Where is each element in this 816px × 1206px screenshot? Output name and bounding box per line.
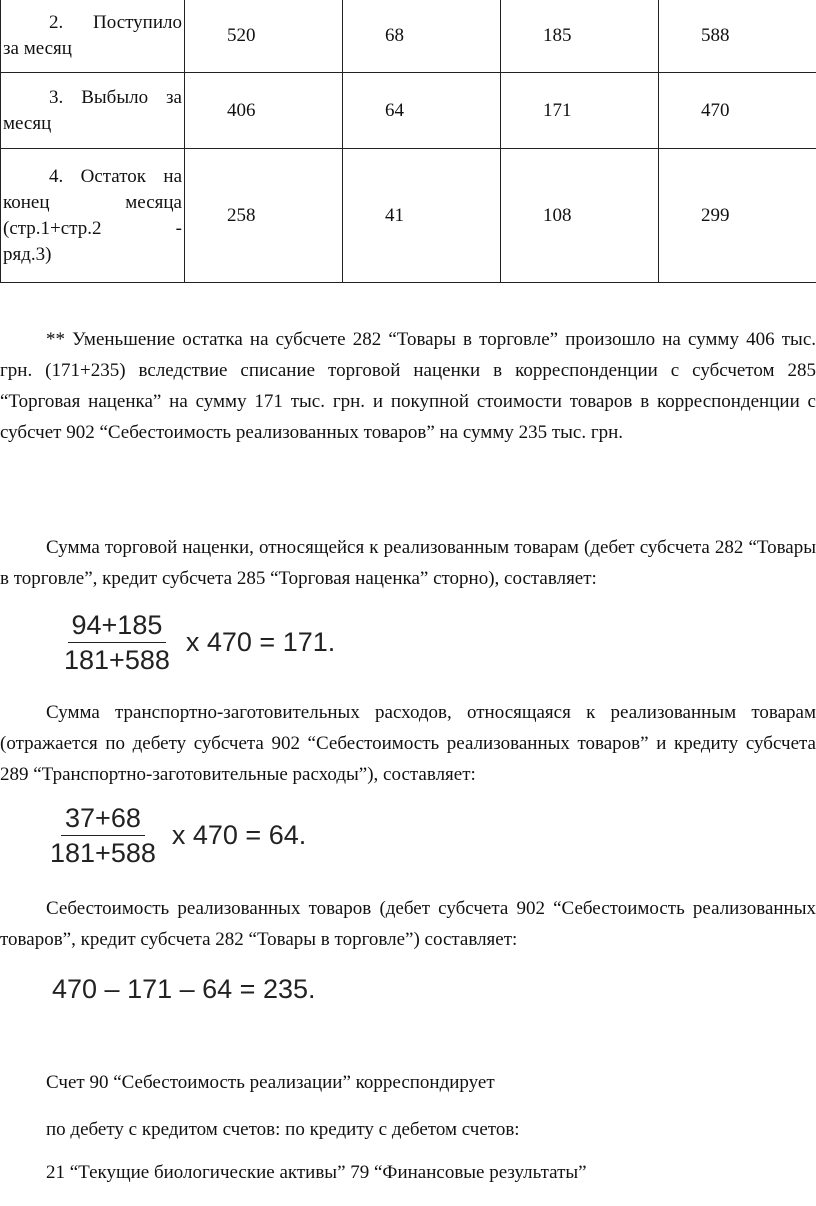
table-cell: 64 bbox=[343, 73, 501, 149]
paragraph-cost-of-goods: Себестоимость реализованных товаров (дебет субсчета 902 “Себестоимость реализованных товаров”, кредит субсчета 282 “Товары в торговле”) составляет: bbox=[0, 898, 816, 950]
row-label-line: (стр.1+стр.2 - bbox=[3, 217, 182, 239]
formula-transport bbox=[46, 804, 306, 867]
formula-markup bbox=[60, 611, 335, 674]
formula-result: x 470 = 171. bbox=[185, 627, 336, 657]
table-cell: 171 bbox=[501, 73, 659, 149]
numerator: 94+185 bbox=[68, 611, 167, 643]
table-row bbox=[1, 0, 816, 73]
fraction bbox=[60, 611, 174, 674]
table-cell: 470 bbox=[659, 73, 816, 149]
table-cell: 68 bbox=[343, 0, 501, 73]
data-table bbox=[0, 0, 816, 283]
table-cell: 299 bbox=[659, 149, 816, 283]
text-line: 21 “Текущие биологические активы” 79 “Финансовые результаты” bbox=[46, 1162, 587, 1183]
table-row bbox=[1, 149, 816, 283]
row-label bbox=[1, 73, 185, 149]
formula-result: x 470 = 64. bbox=[171, 820, 307, 850]
row-label-line: ряд.3) bbox=[3, 243, 52, 265]
row-label-line: 4. Остаток на bbox=[49, 165, 182, 187]
table-cell: 588 bbox=[659, 0, 816, 73]
text-line: по дебету с кредитом счетов: по кредиту с дебетом счетов: bbox=[46, 1119, 520, 1140]
table-cell: 108 bbox=[501, 149, 659, 283]
row-label-line: 3. Выбыло за bbox=[49, 86, 182, 108]
table-cell: 185 bbox=[501, 0, 659, 73]
numerator: 37+68 bbox=[61, 804, 145, 836]
denominator: 181+588 bbox=[64, 645, 170, 675]
row-label-line: за месяц bbox=[3, 37, 72, 59]
row-label-line: конец месяца bbox=[3, 191, 182, 213]
row-label-line: месяц bbox=[3, 112, 52, 134]
denominator: 181+588 bbox=[50, 838, 156, 868]
row-label-line: 2. Поступило bbox=[49, 11, 182, 33]
paragraph-markup-reduction: ** Уменьшение остатка на субсчете 282 “Товары в торговле” произошло на сумму 406 тыс. грн. (171+235) вследствие списание торговой наценки в корреспонденции с субсчетом 285 “Торговая наценка” на сумму 171 тыс. грн. и покупной стоимости товаров в корреспонденции с субсчет 902 “Себестоимость реализованных товаров” на сумму 235 тыс. грн. bbox=[0, 329, 816, 443]
formula-expression: 470 – 171 – 64 = 235. bbox=[52, 973, 316, 1004]
row-label bbox=[1, 149, 185, 283]
table-row bbox=[1, 73, 816, 149]
table-cell: 41 bbox=[343, 149, 501, 283]
row-label bbox=[1, 0, 185, 73]
formula-cost bbox=[52, 969, 316, 1009]
text-line: Счет 90 “Себестоимость реализации” корреспондирует bbox=[46, 1072, 495, 1093]
table-cell: 258 bbox=[185, 149, 343, 283]
fraction bbox=[46, 804, 160, 867]
paragraph-markup-sum: Сумма торговой наценки, относящейся к реализованным товарам (дебет субсчета 282 “Товары в торговле”, кредит субсчета 285 “Торговая наценка” сторно), составляет: bbox=[0, 537, 816, 589]
table-cell: 520 bbox=[185, 0, 343, 73]
paragraph-transport-costs: Сумма транспортно-заготовительных расходов, относящаяся к реализованным товарам (отражается по дебету субсчета 902 “Себестоимость реализованных товаров” и кредиту субсчета 289 “Транспортно-заготовительные расходы”), составляет: bbox=[0, 702, 816, 785]
table-cell: 406 bbox=[185, 73, 343, 149]
